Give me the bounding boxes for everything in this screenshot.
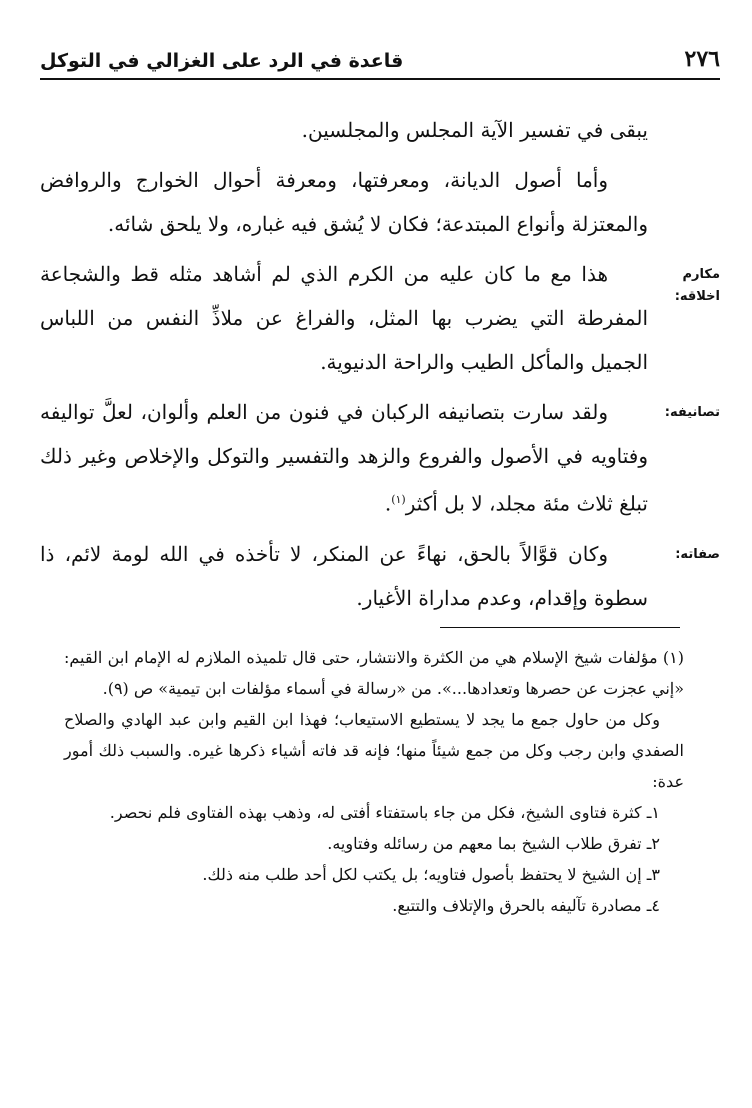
paragraph-text: يبقى في تفسير الآية المجلس والمجلسين. [301, 118, 648, 142]
margin-heading: صفاته: [675, 546, 720, 562]
footnote: ٢ـ تفرق طلاب الشيخ بما معهم من رسائله وفتاويه. [327, 834, 660, 853]
paragraph [40, 252, 720, 384]
footnote-divider [440, 627, 680, 628]
paragraph [40, 158, 720, 246]
margin-heading: مكارم اخلاقه: [674, 267, 720, 304]
footnote: (١) مؤلفات شيخ الإسلام هي من الكثرة والانتشار، حتى قال تلميذه الملازم له الإمام ابن القيم: «إني عجزت عن حصرها وتعدادها...». من «رسالة في أسماء مؤلفات ابن تيمية» ص (٩). [64, 648, 684, 698]
footnote: وكل من حاول جمع ما يجد لا يستطيع الاستيعاب؛ فهذا ابن القيم وابن عبد الهادي والصلاح الصفدي وابن رجب وكل من جمع شيئاً منها؛ فإنه قد فاته أشياء ذكرها غيره. والسبب ذلك أمور عدة: [64, 710, 684, 791]
footnote: ٤ـ مصادرة تآليفه بالحرق والإتلاف والتتبع. [392, 896, 660, 915]
page-number: ٢٧٦ [684, 46, 720, 72]
running-title: قاعدة في الرد على الغزالي في التوكل [40, 50, 404, 72]
paragraph-text: وكان قوَّالاً بالحق، نهاءً عن المنكر، لا تأخذه في الله لومة لائم، ذا سطوة وإقدام، وعدم مداراة الأغيار. [40, 541, 648, 610]
footnote-ref: (١) [391, 493, 406, 506]
margin-heading: تصانيفه: [664, 405, 720, 420]
paragraph [40, 390, 720, 526]
paragraph [40, 108, 720, 152]
footnote: ١ـ كثرة فتاوى الشيخ، فكل من جاء باستفتاء أفتى له، وذهب بهذه الفتاوى فلم نحصر. [109, 803, 660, 822]
paragraph-text: هذا مع ما كان عليه من الكرم الذي لم أشاهد مثله قط والشجاعة المفرطة التي يضرب بها المثل، والفراغ عن ملاذِّ النفس من اللباس الجميل والمأكل الطيب والراحة الدنيوية. [40, 262, 648, 374]
main-text [40, 108, 720, 626]
page-header [40, 40, 720, 80]
footnote: ٣ـ إن الشيخ لا يحتفظ بأصول فتاويه؛ بل يكتب لكل أحد طلب منه ذلك. [202, 865, 660, 884]
paragraph-text: وأما أصول الديانة، ومعرفتها، ومعرفة أحوال الخوارج والروافض والمعتزلة وأنواع المبتدعة؛ فكان لا يُشق فيه غباره، ولا يلحق شائه. [40, 168, 648, 236]
paragraph-text: ولقد سارت بتصانيفه الركبان في فنون من العلم وألوان، لعلَّ تواليفه وفتاويه في الأصول والفروع والزهد والتفسير والتوكل والإخلاص وغير ذلك تبلغ ثلاث مئة مجلد، لا بل أكثر$^{(١)}$. [40, 400, 648, 516]
paragraph [40, 532, 720, 620]
footnotes [64, 642, 684, 921]
